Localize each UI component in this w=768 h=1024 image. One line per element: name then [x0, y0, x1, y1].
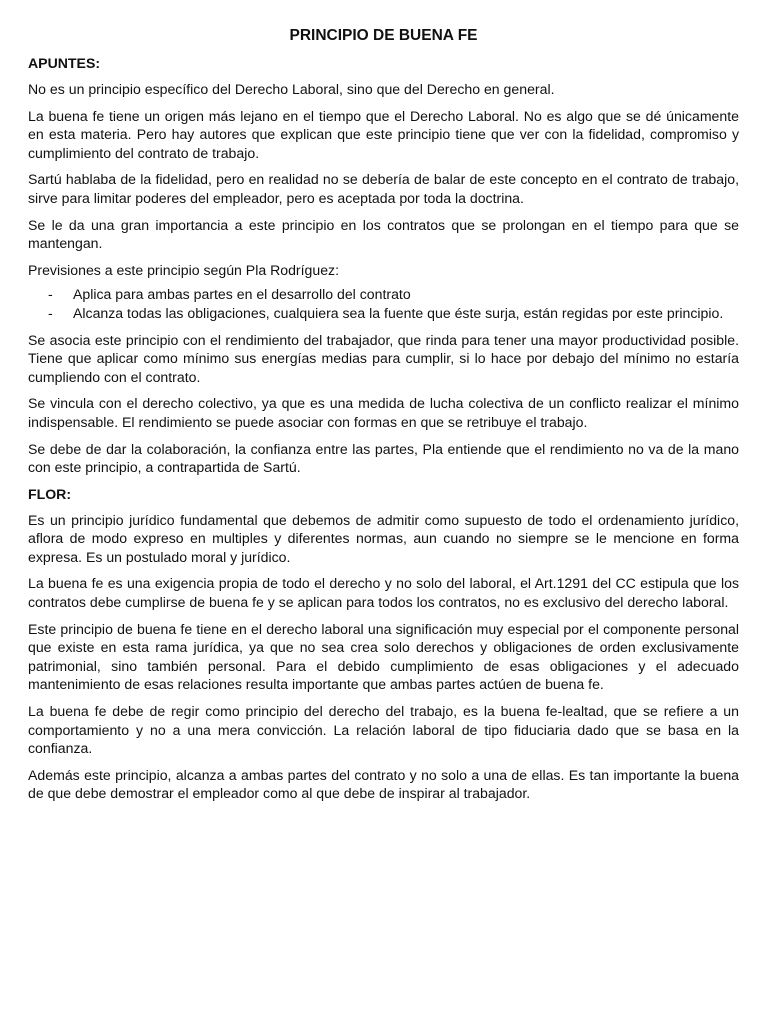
paragraph: Se asocia este principio con el rendimiento del trabajador, que rinda para tener una mayor productividad posible. Tiene que aplicar como mínimo sus energías medias para cumplir, si lo hace por debajo del mínimo no estaría cumpliendo con el contrato. — [28, 331, 739, 385]
list-item-text: Alcanza todas las obligaciones, cualquiera sea la fuente que éste surja, están regidas por este principio. — [73, 304, 724, 321]
section-heading-apuntes: APUNTES: — [28, 55, 101, 71]
dash-bullet: - — [48, 304, 53, 321]
paragraph: Se debe de dar la colaboración, la confianza entre las partes, Pla entiende que el rendimiento no va de la mano con este principio, a contrapartida de Sartú. — [28, 440, 739, 476]
paragraph: No es un principio específico del Derecho Laboral, sino que del Derecho en general. — [28, 81, 555, 97]
paragraph: Se vincula con el derecho colectivo, ya que es una medida de lucha colectiva de un conflicto realizar el mínimo indispensable. El rendimiento se puede asociar con formas en que se retribuye el trabajo. — [28, 395, 739, 430]
list-item — [28, 285, 739, 304]
list-item — [28, 304, 739, 323]
document-title: PRINCIPIO DE BUENA FE — [289, 27, 478, 44]
dash-bullet: - — [48, 286, 53, 303]
paragraph: Se le da una gran importancia a este principio en los contratos que se prolongan en el tiempo para que se mantengan. — [28, 216, 739, 252]
paragraph: Este principio de buena fe tiene en el derecho laboral una significación muy especial por el componente personal que existe en esta rama jurídica, ya que no sea crea solo derechos y obligaciones de orden exclusivamente patrimonial, sino también personal. Para el debido cumplimiento de esas obligaciones y el adecuado mantenimiento de esas relaciones resulta importante que ambas partes actúen de buena fe. — [28, 620, 739, 693]
paragraph: Es un principio jurídico fundamental que debemos de admitir como supuesto de todo el ordenamiento jurídico, aflora de modo expreso en multiples y diferentes normas, aun cuando no siempre se le mencione en forma expresa. Es un postulado moral y jurídico. — [28, 511, 739, 565]
paragraph: La buena fe tiene un origen más lejano en el tiempo que el Derecho Laboral. No es algo que se dé únicamente en esta materia. Pero hay autores que explican que este principio tiene que ver con la fidelidad, compromiso y cumplimiento del contrato de trabajo. — [28, 107, 739, 161]
paragraph: La buena fe debe de regir como principio del derecho del trabajo, es la buena fe-lealtad, que se refiere a un comportamiento y no a una mera convicción. La relación laboral de tipo fiduciaria dado que se basa en la confianza. — [28, 703, 739, 757]
section-heading-flor: FLOR: — [28, 485, 72, 502]
paragraph: Sartú hablaba de la fidelidad, pero en realidad no se debería de balar de este concepto en el contrato de trabajo, sirve para limitar poderes del empleador, pero es aceptada por toda la doctrina. — [28, 171, 739, 206]
dash-list — [28, 285, 739, 322]
list-item-text: Aplica para ambas partes en el desarrollo del contrato — [73, 286, 411, 303]
paragraph: La buena fe es una exigencia propia de todo el derecho y no solo del laboral, el Art.1291 del CC estipula que los contratos debe cumplirse de buena fe y se aplican para todos los contratos, no es exclusivo del derecho laboral. — [28, 575, 739, 611]
paragraph: Previsiones a este principio según Pla Rodríguez: — [28, 261, 340, 278]
paragraph: Además este principio, alcanza a ambas partes del contrato y no solo a una de ellas. Es tan importante la buena de que debe demostrar el empleador como al que debe de inspirar al trabajador. — [28, 766, 739, 802]
